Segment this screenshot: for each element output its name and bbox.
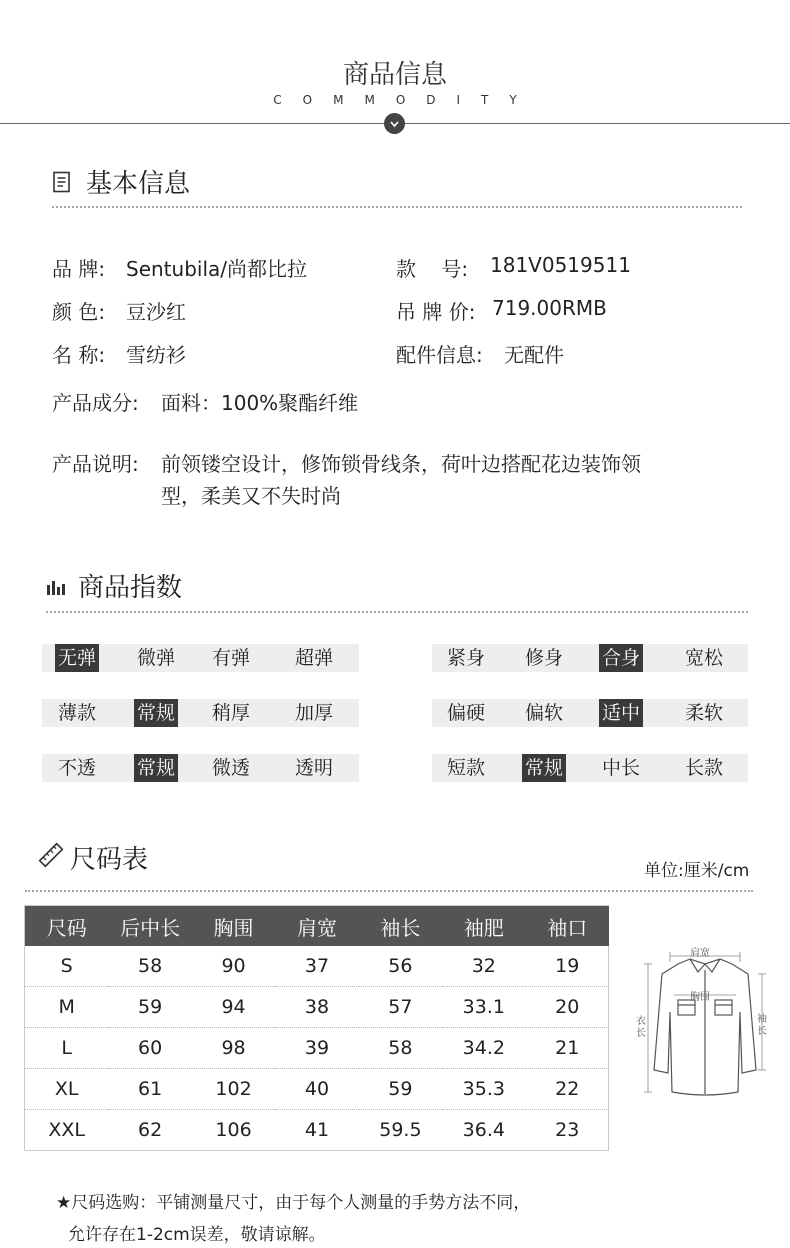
index-option: 修身 <box>524 647 563 669</box>
index-option: 偏软 <box>524 702 563 724</box>
length-label: 衣长 <box>636 1016 646 1039</box>
page-subtitle: COMMODITY <box>273 93 538 107</box>
table-row <box>25 1110 609 1151</box>
size-note-line: 允许存在1-2cm误差，敬请谅解。 <box>68 1225 326 1245</box>
table-cell: 19 <box>526 946 609 987</box>
table-cell: 59 <box>359 1069 442 1110</box>
index-option: 柔软 <box>684 702 723 724</box>
table-cell: 102 <box>192 1069 275 1110</box>
index-option: 宽松 <box>684 647 723 669</box>
size-table-header <box>25 906 609 946</box>
index-option: 微透 <box>211 757 250 779</box>
table-cell: 33.1 <box>442 987 525 1028</box>
accessory-label: 配件信息: <box>396 343 483 367</box>
index-option: 常规 <box>522 754 566 782</box>
table-header-cell: 肩宽 <box>275 906 358 946</box>
table-cell: XXL <box>48 1119 86 1141</box>
index-option: 薄款 <box>57 702 96 724</box>
index-option: 常规 <box>134 699 178 727</box>
index-row <box>42 644 359 672</box>
index-option: 透明 <box>294 757 333 779</box>
index-row <box>432 644 748 672</box>
size-table <box>25 906 609 1150</box>
section-divider <box>25 890 753 892</box>
color-label: 颜 色: <box>52 300 106 324</box>
index-option: 不透 <box>57 757 96 779</box>
table-cell: 90 <box>192 946 275 987</box>
index-option: 无弹 <box>55 644 99 672</box>
table-header-cell: 袖长 <box>359 906 442 946</box>
table-cell: S <box>25 946 108 987</box>
description-line: 型，柔美又不失时尚 <box>161 484 341 508</box>
table-cell: 21 <box>526 1028 609 1069</box>
table-cell: 57 <box>359 987 442 1028</box>
table-cell: 94 <box>192 987 275 1028</box>
index-option: 紧身 <box>446 647 485 669</box>
table-cell: 40 <box>275 1069 358 1110</box>
accessory-value: 无配件 <box>504 343 564 367</box>
basic-info-title: 基本信息 <box>86 169 191 199</box>
table-header-cell: 尺码 <box>25 906 108 946</box>
table-cell: 59 <box>108 987 191 1028</box>
style-label: 款 号: <box>396 257 469 281</box>
table-row <box>25 946 609 987</box>
table-header-cell: 后中长 <box>108 906 191 946</box>
table-cell: 61 <box>108 1069 191 1110</box>
table-header-cell: 胸围 <box>192 906 275 946</box>
name-label: 名 称: <box>52 343 106 367</box>
table-cell: 35.3 <box>442 1069 525 1110</box>
table-cell: 38 <box>275 987 358 1028</box>
bar-chart-icon <box>46 576 66 600</box>
chest-label: 胸围 <box>690 992 710 1003</box>
ruler-icon <box>38 842 64 872</box>
brand-label: 品 牌: <box>52 257 106 281</box>
shoulder-label: 肩宽 <box>690 948 710 959</box>
table-cell: 59.5 <box>379 1119 422 1141</box>
table-cell: 58 <box>108 946 191 987</box>
name-value: 雪纺衫 <box>126 343 186 367</box>
brand-value: Sentubila/尚都比拉 <box>126 257 307 281</box>
table-cell: 34.2 <box>442 1028 525 1069</box>
index-option: 稍厚 <box>211 702 250 724</box>
table-cell: M <box>25 987 108 1028</box>
chevron-down-icon <box>384 113 405 134</box>
table-cell: 23 <box>555 1119 580 1141</box>
size-note-line: ★尺码选购：平铺测量尺寸，由于每个人测量的手势方法不同， <box>56 1193 531 1213</box>
size-chart-title: 尺码表 <box>70 845 149 875</box>
table-row <box>25 1069 609 1110</box>
table-cell: 56 <box>359 946 442 987</box>
table-cell: 37 <box>275 946 358 987</box>
sleeve-label: 袖长 <box>757 1014 767 1037</box>
price-value: 719.00RMB <box>492 296 607 320</box>
table-cell: 36.4 <box>462 1119 505 1141</box>
table-cell: L <box>25 1028 108 1069</box>
description-label: 产品说明: <box>52 452 139 476</box>
product-index-title: 商品指数 <box>78 573 183 603</box>
index-option: 合身 <box>599 644 643 672</box>
index-option: 长款 <box>684 757 723 779</box>
table-cell: 20 <box>526 987 609 1028</box>
index-option: 超弹 <box>294 647 333 669</box>
document-icon <box>52 171 72 197</box>
table-header-cell: 袖肥 <box>442 906 525 946</box>
index-option: 加厚 <box>294 702 333 724</box>
index-option: 微弹 <box>136 647 175 669</box>
table-cell: 39 <box>275 1028 358 1069</box>
index-row <box>42 754 359 782</box>
composition-label: 产品成分: <box>52 391 139 415</box>
table-cell: 98 <box>192 1028 275 1069</box>
table-cell: 32 <box>442 946 525 987</box>
index-option: 中长 <box>601 757 640 779</box>
index-option: 偏硬 <box>446 702 485 724</box>
index-option: 有弹 <box>211 647 250 669</box>
unit-label: 单位:厘米/cm <box>644 861 750 881</box>
description-line: 前领镂空设计，修饰锁骨线条，荷叶边搭配花边装饰领 <box>161 452 641 476</box>
price-label: 吊 牌 价: <box>396 300 476 324</box>
index-option: 短款 <box>446 757 485 779</box>
index-row <box>432 699 748 727</box>
table-row <box>25 987 609 1028</box>
color-value: 豆沙红 <box>126 300 186 324</box>
index-row <box>42 699 359 727</box>
composition-value: 面料：100%聚酯纤维 <box>161 391 359 415</box>
table-cell: 22 <box>526 1069 609 1110</box>
table-row <box>25 1028 609 1069</box>
section-divider <box>52 206 742 208</box>
style-value: 181V0519511 <box>490 253 631 277</box>
table-cell: 41 <box>304 1119 330 1141</box>
table-cell: 58 <box>359 1028 442 1069</box>
page-title: 商品信息 <box>342 60 447 90</box>
section-divider <box>46 611 748 613</box>
table-cell: 62 <box>138 1119 163 1141</box>
table-header-cell: 袖口 <box>526 906 609 946</box>
table-cell: 106 <box>215 1119 252 1141</box>
table-cell: XL <box>25 1069 108 1110</box>
index-row <box>432 754 748 782</box>
index-option: 适中 <box>599 699 643 727</box>
index-option: 常规 <box>134 754 178 782</box>
table-cell: 60 <box>108 1028 191 1069</box>
